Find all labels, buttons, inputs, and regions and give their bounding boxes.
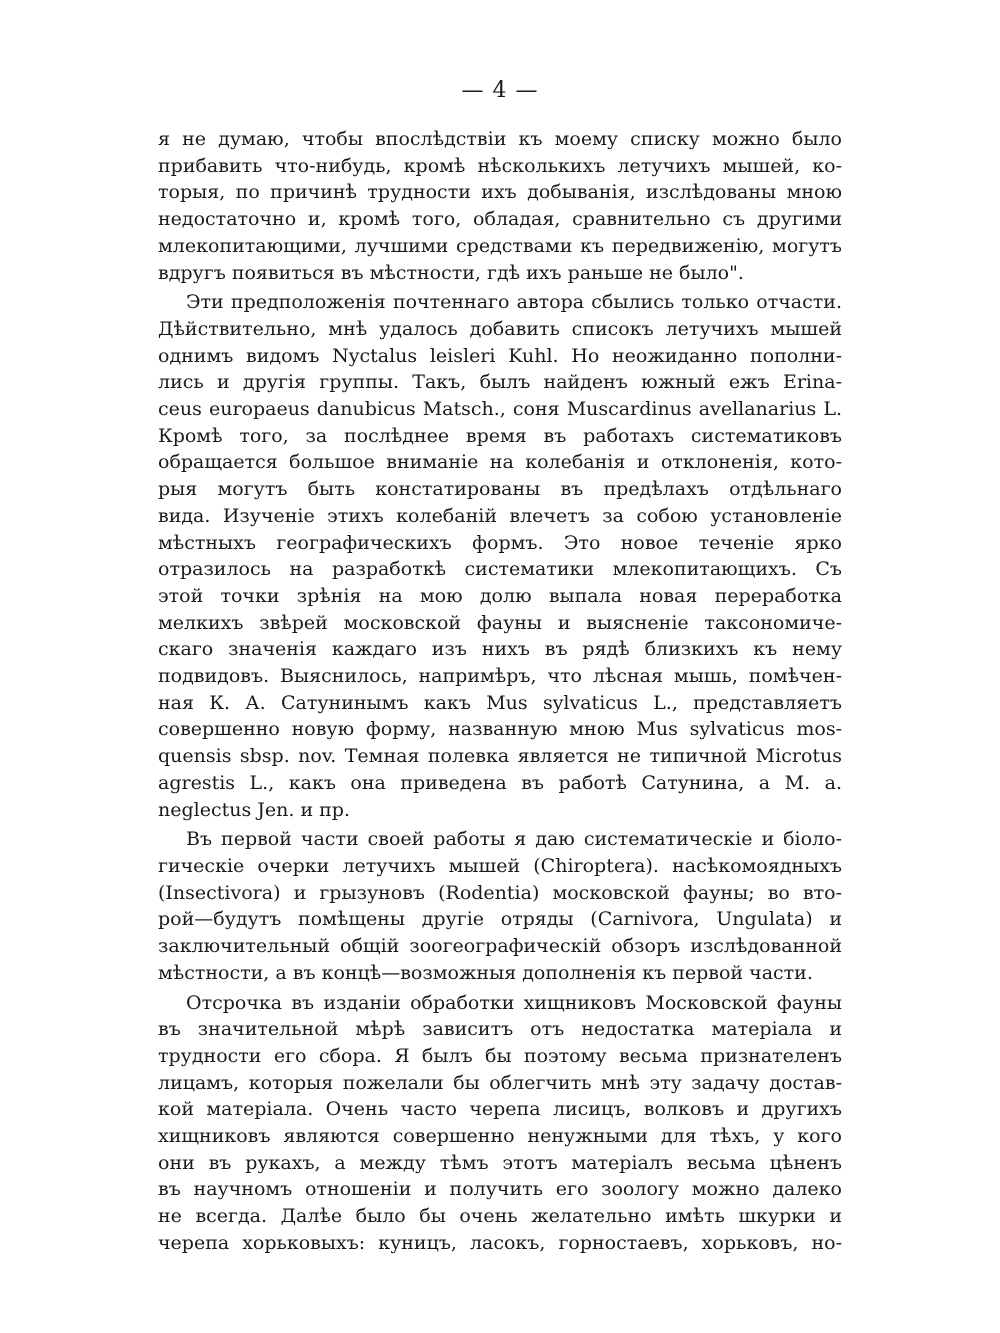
text-line: отразилось на разработкѣ систематики млекопитающихъ. Съ bbox=[158, 558, 842, 581]
text-line: трудности его сбора. Я былъ бы поэтому весьма признателенъ bbox=[158, 1044, 842, 1067]
text-line: гическіе очерки летучихъ мышей (Chiroptera). насѣкомоядныхъ bbox=[158, 854, 842, 877]
text-line: ная К. А. Сатунинымъ какъ Mus sylvaticus L., представляетъ bbox=[158, 691, 842, 714]
text-line: прибавить что-нибудь, кромѣ нѣсколькихъ летучихъ мышей, ко- bbox=[158, 154, 842, 177]
document-page bbox=[158, 76, 842, 1257]
text-line: Въ первой части своей работы я даю систематическіе и біоло- bbox=[186, 828, 842, 851]
paragraph-1 bbox=[158, 126, 842, 286]
text-line: я не думаю, чтобы впослѣдствіи къ моему списку можно было bbox=[158, 128, 842, 150]
text-line: однимъ видомъ Nyctalus leisleri Kuhl. Но неожиданно пополни- bbox=[158, 344, 842, 367]
text-line: Отсрочка въ изданіи обработки хищниковъ Московской фауны bbox=[186, 991, 842, 1014]
text-line: вида. Изученіе этихъ колебаній влечетъ за собою установленіе bbox=[158, 504, 842, 527]
text-line: мѣстныхъ географическихъ формъ. Это новое теченіе ярко bbox=[158, 531, 842, 554]
text-line: не всегда. Далѣе было бы очень желательно имѣть шкурки и bbox=[158, 1205, 842, 1228]
text-line: agrestis L., какъ она приведена въ работѣ Сатунина, а M. a. bbox=[158, 771, 842, 794]
text-line: совершенно новую форму, названную мною Mus sylvaticus mos- bbox=[158, 718, 842, 741]
text-line: черепа хорьковыхъ: куницъ, ласокъ, горностаевъ, хорьковъ, но- bbox=[158, 1231, 842, 1254]
text-line: мелкихъ звѣрей московской фауны и выясненіе таксономиче- bbox=[158, 611, 842, 634]
text-line: обращается большое вниманіе на колебанія и отклоненія, кото- bbox=[158, 451, 842, 474]
text-line: рыя могутъ быть констатированы въ предѣлахъ отдѣльнаго bbox=[158, 478, 842, 501]
text-line: neglectus Jen. и пр. bbox=[158, 798, 351, 821]
text-line: заключительный общій зоогеографическій обзоръ изслѣдованной bbox=[158, 935, 842, 958]
text-line: мѣстности, а въ концѣ—возможныя дополненія къ первой части. bbox=[158, 961, 813, 984]
text-line: ceus europaeus danubicus Matsch., соня Muscardinus avellanarius L. bbox=[158, 398, 842, 421]
text-line: лицамъ, которыя пожелали бы облегчить мнѣ эту задачу достав- bbox=[158, 1071, 842, 1094]
paragraph-2 bbox=[158, 289, 842, 823]
text-line: кой матеріала. Очень часто черепа лисицъ, волковъ и другихъ bbox=[158, 1098, 842, 1121]
page-number: — 4 — bbox=[461, 78, 539, 103]
text-line: подвидовъ. Выяснилось, напримѣръ, что лѣсная мышь, помѣчен- bbox=[158, 665, 842, 688]
text-line: quensis sbsp. nov. Темная полевка является не типичной Microtus bbox=[158, 745, 842, 768]
text-line: Кромѣ того, за послѣднее время въ работахъ систематиковъ bbox=[158, 424, 842, 447]
text-line: рой—будутъ помѣщены другіе отряды (Carnivora, Ungulata) и bbox=[158, 908, 842, 931]
text-line: они въ рукахъ, а между тѣмъ этотъ матеріалъ весьма цѣненъ bbox=[158, 1151, 842, 1174]
text-line: хищниковъ являются совершенно ненужными для тѣхъ, у кого bbox=[158, 1125, 842, 1148]
paragraph-3 bbox=[158, 826, 842, 986]
text-line: этой точки зрѣнія на мою долю выпала новая переработка bbox=[158, 584, 842, 607]
text-line: Эти предположенія почтеннаго автора сбылись только отчасти. bbox=[186, 291, 842, 314]
text-line: торыя, по причинѣ трудности ихъ добыванія, изслѣдованы мною bbox=[158, 181, 842, 204]
text-line: въ научномъ отношеніи и получить его зоологу можно далеко bbox=[158, 1178, 842, 1201]
text-line: Дѣйствительно, мнѣ удалось добавить списокъ летучихъ мышей bbox=[158, 317, 842, 340]
text-line: млекопитающими, лучшими средствами къ передвиженію, могутъ bbox=[158, 234, 842, 257]
text-line: (Insectivora) и грызуновъ (Rodentia) московской фауны; во вто- bbox=[158, 881, 842, 904]
text-line: лись и другія группы. Такъ, былъ найденъ южный ежъ Erina- bbox=[158, 371, 842, 394]
text-line: скаго значенія каждаго изъ нихъ въ рядѣ близкихъ къ нему bbox=[158, 638, 842, 661]
text-line: недостаточно и, кромѣ того, обладая, сравнительно съ другими bbox=[158, 208, 842, 231]
text-line: вдругъ появиться въ мѣстности, гдѣ ихъ раньше не было". bbox=[158, 261, 744, 284]
text-line: въ значительной мѣрѣ зависитъ отъ недостатка матеріала и bbox=[158, 1018, 842, 1041]
paragraph-4 bbox=[158, 990, 842, 1257]
